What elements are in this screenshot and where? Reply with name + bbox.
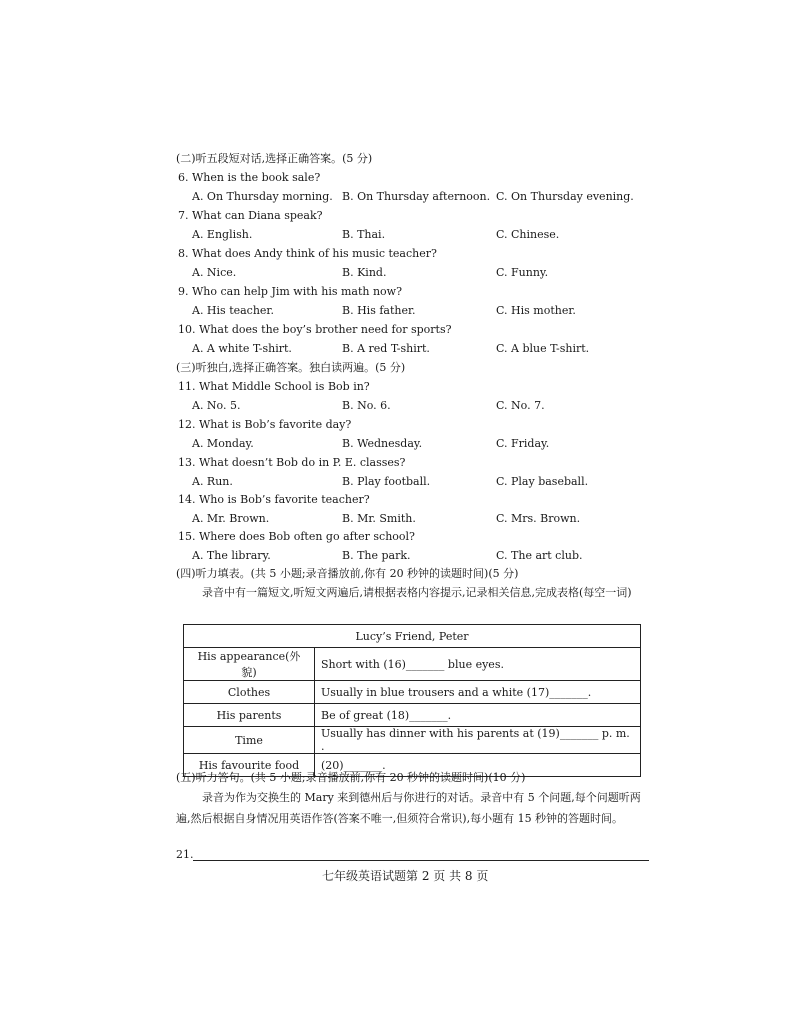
question-15: 15. Where does Bob often go after school? xyxy=(178,530,415,543)
option-8a: A. Nice. xyxy=(192,266,237,279)
row-label: His parents xyxy=(184,704,315,727)
section-3-heading: (三)听独白,选择正确答案。独白读两遍。(5 分) xyxy=(176,361,406,374)
option-11b: B. No. 6. xyxy=(342,399,391,412)
option-11c: C. No. 7. xyxy=(496,399,545,412)
question-13: 13. What doesn’t Bob do in P. E. classes? xyxy=(178,456,406,469)
row-value: Usually in blue trousers and a white (17)_______. xyxy=(315,681,641,704)
option-12a: A. Monday. xyxy=(192,437,254,450)
row-label: His appearance(外貌) xyxy=(184,648,315,681)
option-6c: C. On Thursday evening. xyxy=(496,190,634,203)
question-14: 14. Who is Bob’s favorite teacher? xyxy=(178,493,370,506)
option-9c: C. His mother. xyxy=(496,304,576,317)
option-15c: C. The art club. xyxy=(496,549,583,562)
question-11: 11. What Middle School is Bob in? xyxy=(178,380,370,393)
question-6: 6. When is the book sale? xyxy=(178,171,321,184)
option-13b: B. Play football. xyxy=(342,475,431,488)
info-table xyxy=(183,624,641,777)
option-13c: C. Play baseball. xyxy=(496,475,589,488)
section-2-heading: (二)听五段短对话,选择正确答案。(5 分) xyxy=(176,152,373,165)
section-5-heading: (五)听力答句。(共 5 小题;录音播放前,你有 20 秒钟的读题时间)(10 分) xyxy=(176,771,526,784)
table-row xyxy=(184,681,641,704)
option-15b: B. The park. xyxy=(342,549,411,562)
question-12: 12. What is Bob’s favorite day? xyxy=(178,418,352,431)
option-13a: A. Run. xyxy=(192,475,233,488)
option-14c: C. Mrs. Brown. xyxy=(496,512,581,525)
option-14a: A. Mr. Brown. xyxy=(192,512,270,525)
table-title: Lucy’s Friend, Peter xyxy=(184,625,641,648)
row-value: Short with (16)_______ blue eyes. xyxy=(315,648,641,681)
option-6a: A. On Thursday morning. xyxy=(192,190,333,203)
table-row xyxy=(184,704,641,727)
page-footer: 七年级英语试题第 2 页 共 8 页 xyxy=(322,869,489,883)
row-value: Usually has dinner with his parents at (19)_______ p. m. . xyxy=(315,727,641,754)
option-10b: B. A red T-shirt. xyxy=(342,342,430,355)
option-6b: B. On Thursday afternoon. xyxy=(342,190,491,203)
option-10c: C. A blue T-shirt. xyxy=(496,342,590,355)
answer-21-line[interactable] xyxy=(193,860,649,861)
question-9: 9. Who can help Jim with his math now? xyxy=(178,285,402,298)
option-7b: B. Thai. xyxy=(342,228,386,241)
row-value: Be of great (18)_______. xyxy=(315,704,641,727)
table-row xyxy=(184,727,641,754)
row-label: His favourite food xyxy=(184,754,315,777)
section-4-heading: (四)听力填表。(共 5 小题;录音播放前,你有 20 秒钟的读题时间)(5 分) xyxy=(176,567,519,580)
question-10: 10. What does the boy’s brother need for sports? xyxy=(178,323,452,336)
option-7a: A. English. xyxy=(192,228,253,241)
option-9a: A. His teacher. xyxy=(192,304,274,317)
row-label: Clothes xyxy=(184,681,315,704)
section-5-instructions: 录音为作为交换生的 Mary 来到德州后与你进行的对话。录音中有 5 个问题,每个问题听两遍,然后根据自身情况用英语作答(答案不唯一,但须符合常识),每小题有 15 秒钟的答题时间。 xyxy=(176,791,641,825)
question-8: 8. What does Andy think of his music teacher? xyxy=(178,247,437,260)
option-11a: A. No. 5. xyxy=(192,399,241,412)
section-4-instructions: 录音中有一篇短文,听短文两遍后,请根据表格内容提示,记录相关信息,完成表格(每空一词) xyxy=(202,586,632,599)
option-12c: C. Friday. xyxy=(496,437,550,450)
option-12b: B. Wednesday. xyxy=(342,437,423,450)
row-label: Time xyxy=(184,727,315,754)
option-9b: B. His father. xyxy=(342,304,416,317)
option-7c: C. Chinese. xyxy=(496,228,560,241)
option-14b: B. Mr. Smith. xyxy=(342,512,416,525)
question-7: 7. What can Diana speak? xyxy=(178,209,323,222)
row-value: (20)_______. xyxy=(315,754,641,777)
table-row xyxy=(184,625,641,648)
answer-21-label: 21. xyxy=(176,848,194,861)
option-8b: B. Kind. xyxy=(342,266,387,279)
option-15a: A. The library. xyxy=(192,549,271,562)
option-8c: C. Funny. xyxy=(496,266,549,279)
option-10a: A. A white T-shirt. xyxy=(192,342,292,355)
table-row xyxy=(184,648,641,681)
